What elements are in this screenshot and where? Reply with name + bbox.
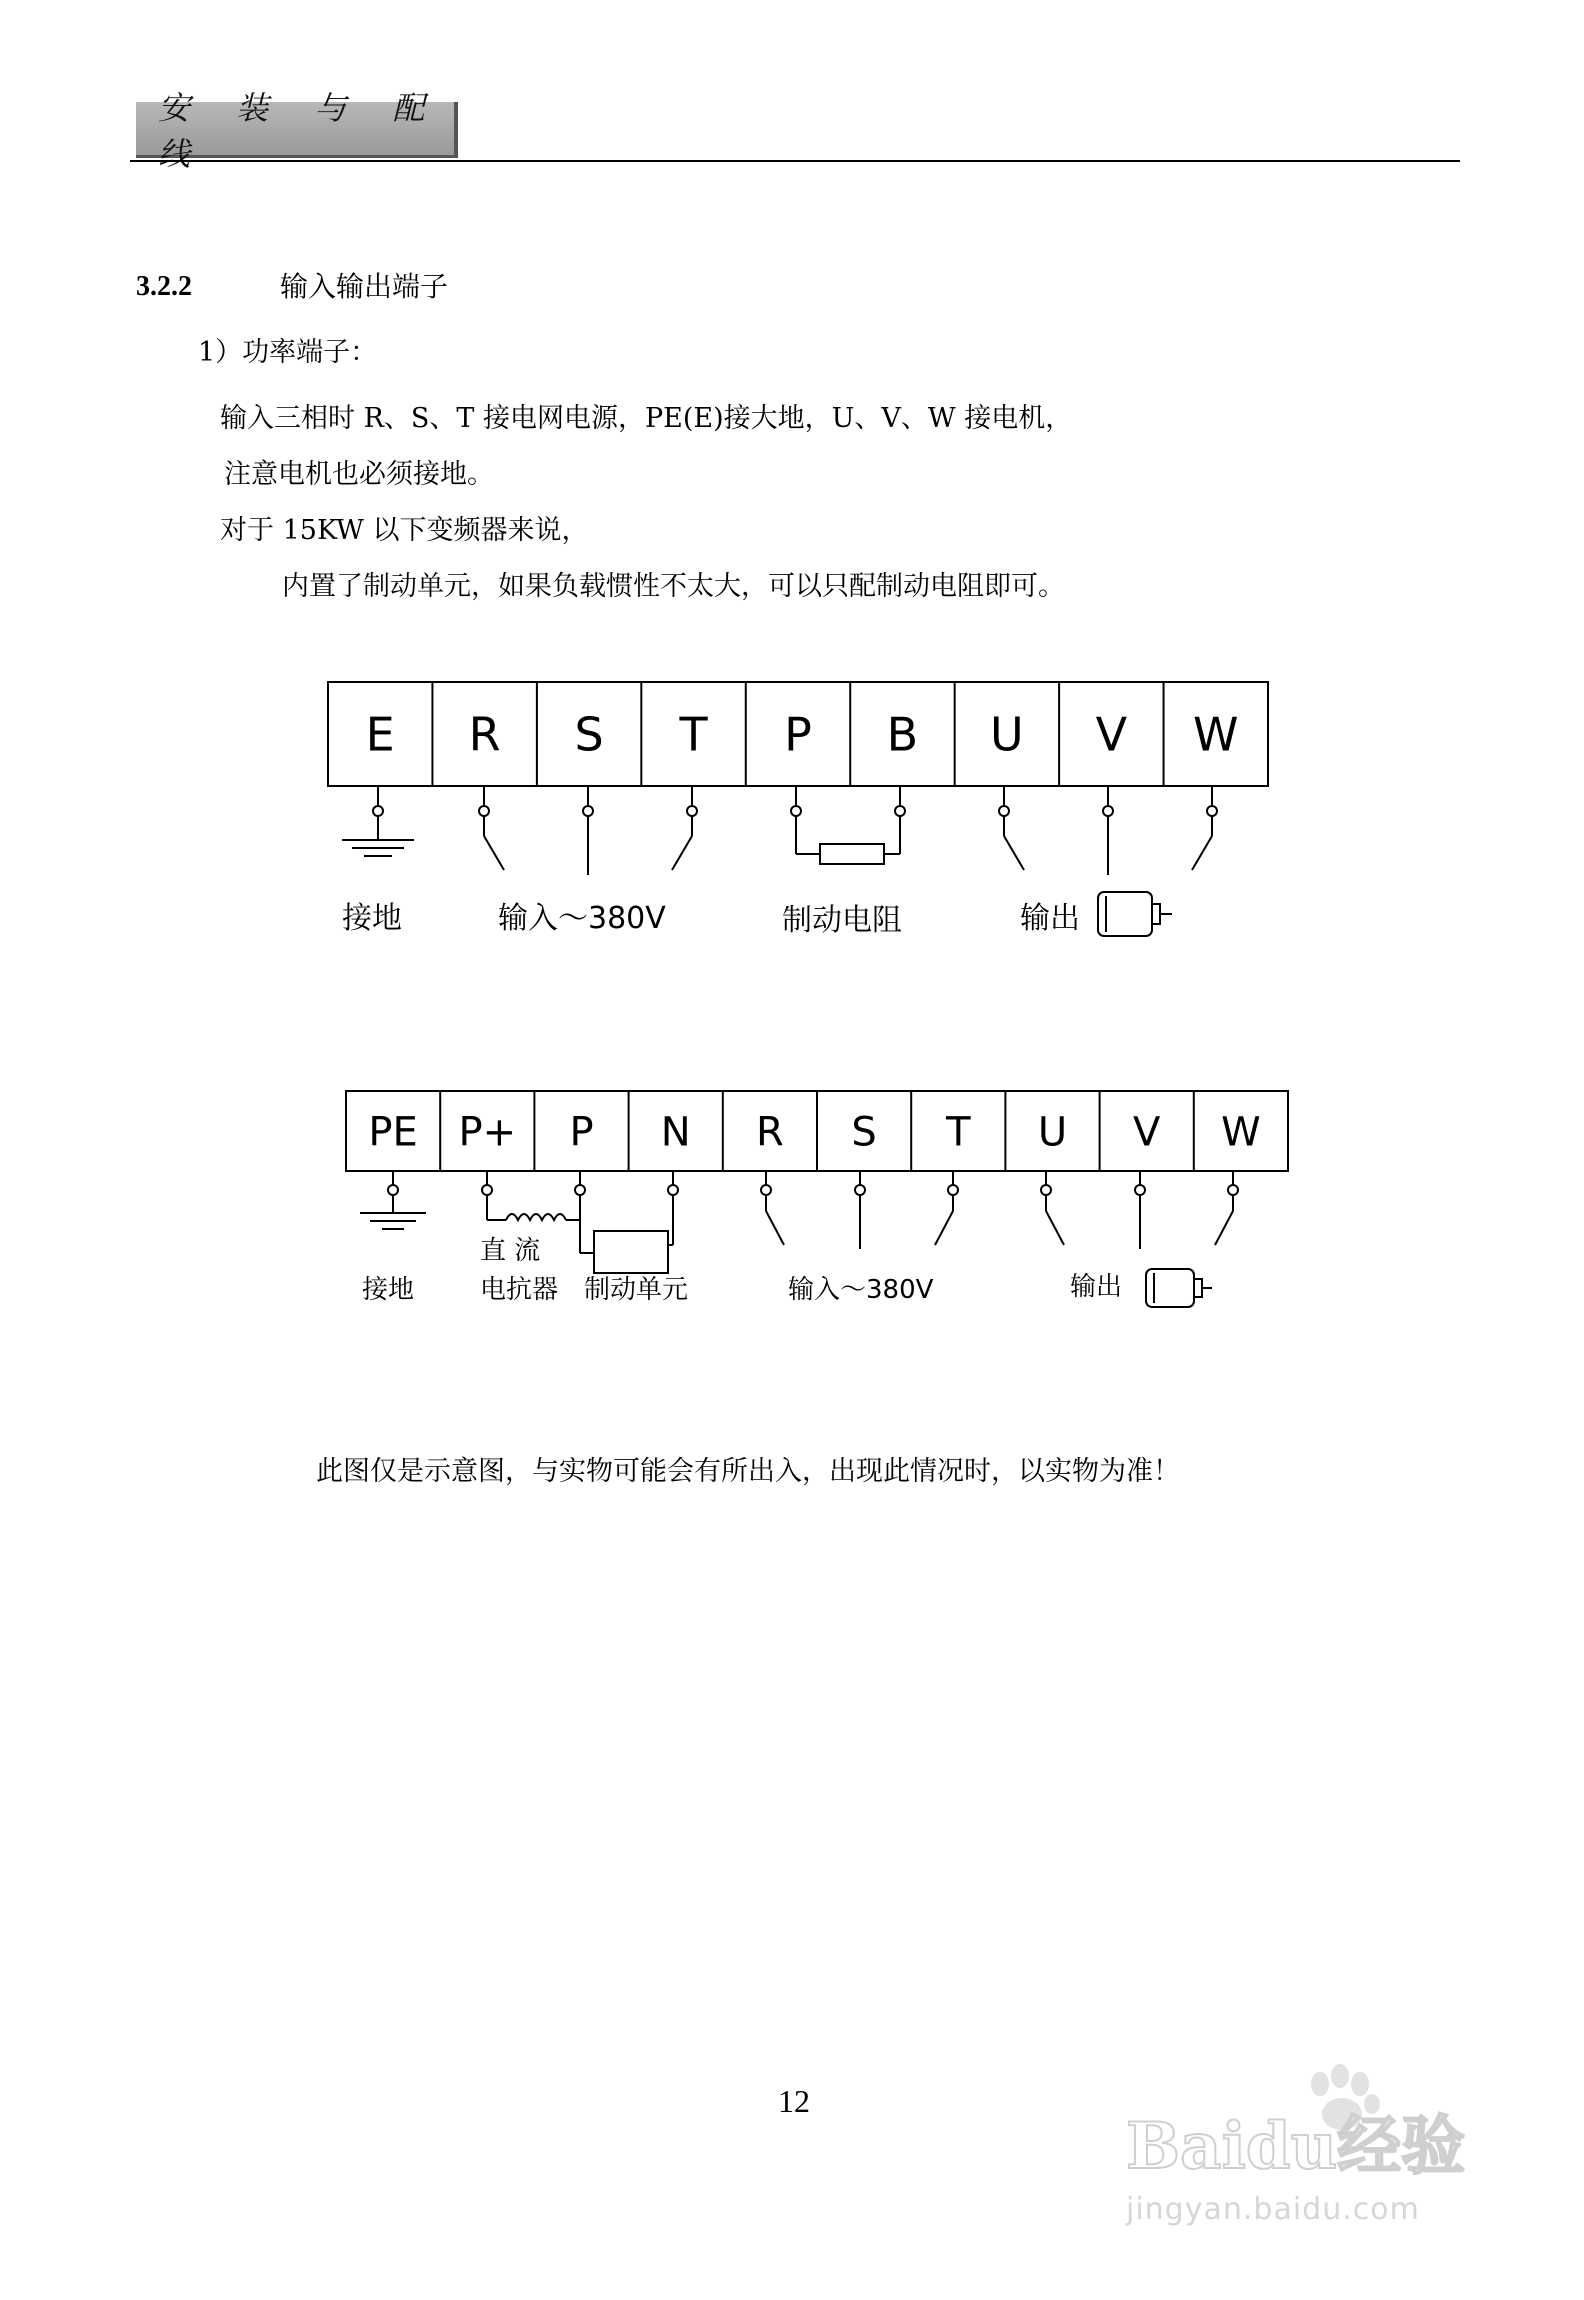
d2-terminal-u: U — [1037, 1109, 1068, 1156]
d2-terminal-p: P — [569, 1109, 594, 1156]
label-brake-resistor: 制动电阻 — [782, 903, 902, 938]
brake-unit-box — [594, 1231, 668, 1273]
label-output-1: 输出 — [1020, 901, 1080, 936]
d1-terminal-b: B — [886, 707, 919, 762]
d2-terminal-pe: PE — [368, 1109, 418, 1156]
brake-resistor — [820, 844, 884, 864]
d1-terminal-r: R — [468, 707, 501, 762]
chapter-title: 安 装 与 配 线 — [158, 88, 443, 173]
label-reactor-top: 直 流 — [480, 1236, 541, 1266]
label-input-2: 输入～380V — [788, 1275, 934, 1305]
chapter-header-tab — [136, 88, 458, 173]
d1-terminal-u: U — [990, 707, 1024, 762]
d2-terminal-v: V — [1133, 1109, 1161, 1156]
d2-terminal-t: T — [946, 1109, 971, 1156]
paragraph-2: 注意电机也必须接地。 — [224, 459, 494, 490]
d1-terminal-w: W — [1193, 707, 1239, 762]
label-ground-1: 接地 — [342, 901, 402, 936]
d2-terminal-n: N — [660, 1109, 691, 1156]
page-number: 12 — [778, 2083, 810, 2119]
baidu-watermark-logo — [1110, 2050, 1530, 2190]
wiring-diagram-large — [340, 1085, 1300, 1335]
d2-terminal-s: S — [851, 1109, 877, 1156]
header-rule — [130, 160, 1460, 162]
d1-terminal-v: V — [1095, 707, 1128, 762]
list-item-power-terminals: 1）功率端子： — [198, 337, 378, 368]
disclaimer-note: 此图仅是示意图，与实物可能会有所出入，出现此情况时，以实物为准！ — [316, 1456, 1180, 1487]
section-title: 输入输出端子 — [280, 270, 449, 303]
paragraph-3: 对于 15KW 以下变频器来说， — [220, 515, 589, 546]
dc-reactor-coil — [506, 1214, 566, 1220]
paragraph-4: 内置了制动单元，如果负载惯性不太大，可以只配制动电阻即可。 — [282, 571, 1065, 602]
label-brake-unit: 制动单元 — [584, 1275, 689, 1305]
d2-terminal-pplus: P+ — [458, 1109, 517, 1156]
d1-terminal-p: P — [784, 707, 812, 762]
label-ground-2: 接地 — [362, 1275, 415, 1305]
motor-icon-2 — [1146, 1269, 1212, 1307]
label-input-1: 输入～380V — [498, 901, 666, 936]
d1-terminal-e: E — [365, 707, 395, 762]
d1-terminal-t: T — [679, 707, 708, 762]
section-number: 3.2.2 — [136, 271, 192, 302]
d2-terminal-r: R — [756, 1109, 784, 1156]
d2-terminal-w: W — [1221, 1109, 1261, 1156]
wiring-diagram-small — [320, 670, 1280, 960]
watermark-logo-text: Baidu经验 — [1126, 2109, 1466, 2184]
motor-icon — [1098, 892, 1172, 936]
label-reactor-bottom: 电抗器 — [480, 1275, 559, 1305]
paragraph-1: 输入三相时 R、S、T 接电网电源，PE(E)接大地，U、V、W 接电机， — [220, 403, 1073, 434]
label-output-2: 输出 — [1070, 1272, 1123, 1302]
watermark-url: jingyan.baidu.com — [1126, 2192, 1420, 2227]
d1-terminal-s: S — [574, 707, 604, 762]
